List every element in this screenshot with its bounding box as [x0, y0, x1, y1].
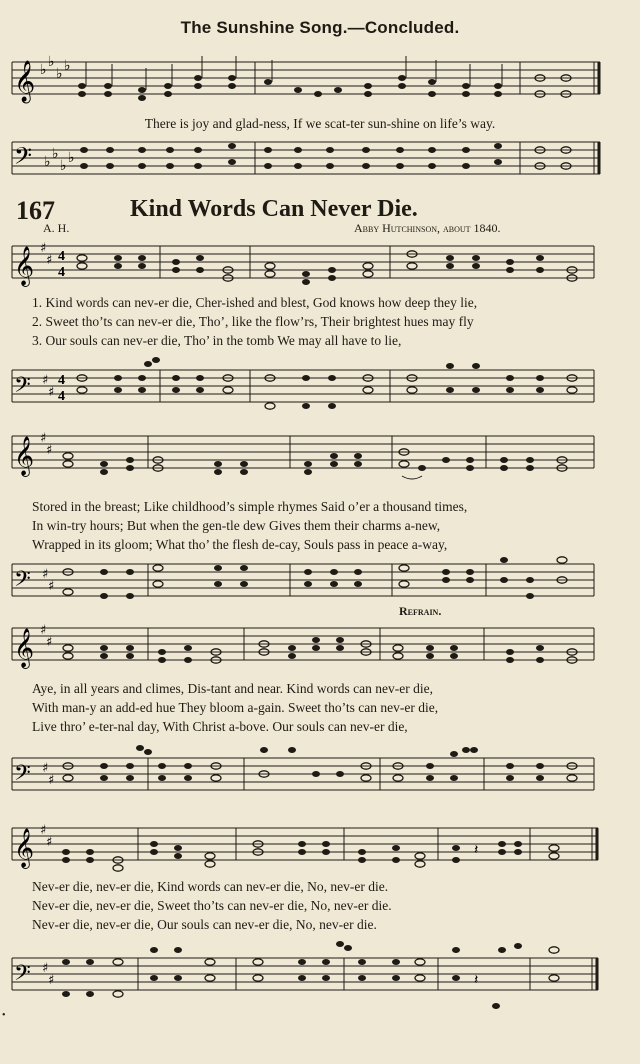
svg-text:♯: ♯	[48, 773, 55, 788]
system-2-bass-staff	[0, 556, 640, 606]
hymn-author: A. H.	[43, 221, 70, 235]
svg-text:♯: ♯	[42, 961, 49, 976]
system-4-verse-2: Nev-er die, nev-er die, Sweet tho’ts can nev-er die, No, nev-er die.	[32, 898, 392, 913]
svg-text:♯: ♯	[46, 443, 53, 458]
svg-text:𝄢: 𝄢	[14, 961, 31, 991]
system-1-verse-1: 1. Kind words can nev-er die, Cher-ished and blest, God knows how deep they lie,	[32, 295, 478, 310]
svg-text:♭: ♭	[40, 62, 47, 78]
svg-text:♭: ♭	[48, 54, 55, 70]
continuation-treble-staff	[0, 50, 640, 110]
continuation-bass-staff	[0, 134, 640, 190]
svg-text:♯: ♯	[42, 567, 49, 582]
hymn-number: 167	[16, 196, 55, 225]
svg-text:♭: ♭	[56, 66, 63, 82]
svg-text:4: 4	[58, 265, 65, 280]
svg-text:𝄽: 𝄽	[474, 972, 479, 988]
system-3-verse-3: Live thro’ e-ter-nal day, With Christ a-bove. Our souls can nev-er die,	[32, 719, 408, 734]
system-2-treble-staff	[0, 428, 640, 484]
system-1-treble-staff	[0, 238, 640, 290]
refrain-label: Refrain.	[399, 604, 442, 618]
svg-text:♭: ♭	[60, 158, 67, 174]
hymn-composer: Abby Hutchinson, about 1840.	[354, 221, 501, 235]
system-2-verse-1: Stored in the breast; Like childhood’s simple rhymes Said o’er a thousand times,	[32, 499, 468, 514]
system-1-verse-3: 3. Our souls can nev-er die, Tho’ in the tomb We may all have to lie,	[32, 333, 402, 348]
svg-text:𝄽: 𝄽	[474, 842, 479, 858]
svg-text:𝄞: 𝄞	[14, 628, 35, 668]
svg-text:♭: ♭	[52, 146, 59, 162]
svg-text:4: 4	[58, 389, 65, 404]
svg-text:4: 4	[58, 373, 65, 388]
svg-text:𝄢: 𝄢	[14, 761, 31, 791]
svg-text:♯: ♯	[46, 635, 53, 650]
svg-text:4: 4	[58, 249, 65, 264]
system-3-verse-2: With man-y an add-ed hue They bloom a-gain. Sweet tho’ts can nev-er die,	[32, 700, 439, 715]
svg-text:♯: ♯	[40, 823, 47, 838]
svg-text:♯: ♯	[48, 385, 55, 400]
svg-text:♯: ♯	[40, 431, 47, 446]
svg-text:♭: ♭	[68, 150, 75, 166]
system-4-bass-staff	[0, 936, 640, 1036]
svg-text:𝄞: 𝄞	[14, 61, 36, 102]
svg-text:♭: ♭	[44, 154, 51, 170]
continuation-title: The Sunshine Song.—Concluded.	[180, 18, 460, 37]
svg-text:♯: ♯	[46, 835, 53, 850]
svg-text:𝄞: 𝄞	[14, 246, 35, 286]
svg-text:♯: ♯	[48, 579, 55, 594]
hymn-title: Kind Words Can Never Die.	[130, 196, 418, 222]
svg-text:♯: ♯	[46, 253, 53, 268]
svg-text:♯: ♯	[40, 241, 47, 256]
svg-text:𝄞: 𝄞	[14, 436, 35, 476]
system-4-treble-staff	[0, 820, 640, 876]
margin-mark: •	[2, 1010, 6, 1021]
continuation-lyric: There is joy and glad-ness, If we scat-ter sun-shine on life’s way.	[144, 116, 496, 131]
svg-text:𝄢: 𝄢	[14, 567, 31, 597]
system-3-bass-staff	[0, 738, 640, 804]
system-3-treble-staff	[0, 620, 640, 676]
system-4-verse-1: Nev-er die, nev-er die, Kind words can nev-er die, No, nev-er die.	[32, 879, 389, 894]
svg-text:𝄢: 𝄢	[14, 373, 31, 403]
system-3-verse-1: Aye, in all years and climes, Dis-tant and near. Kind words can nev-er die,	[32, 681, 434, 696]
svg-text:♯: ♯	[42, 761, 49, 776]
system-4-verse-3: Nev-er die, nev-er die, Our souls can nev-er die, No, nev-er die.	[32, 917, 377, 932]
system-2-verse-2: In win-try hours; But when the gen-tle dew Gives them their charms a-new,	[32, 518, 441, 533]
system-1-bass-staff	[0, 352, 640, 414]
svg-text:♯: ♯	[42, 373, 49, 388]
svg-text:♯: ♯	[48, 973, 55, 988]
system-1-verse-2: 2. Sweet tho’ts can nev-er die, Tho’, like the flow’rs, Their brightest hues may fly	[32, 314, 474, 329]
svg-text:♯: ♯	[40, 623, 47, 638]
svg-text:𝄞: 𝄞	[14, 828, 35, 868]
system-2-verse-3: Wrapped in its gloom; What tho’ the flesh de-cay, Souls pass in peace a-way,	[32, 537, 448, 552]
svg-text:𝄢: 𝄢	[14, 142, 33, 175]
svg-text:♭: ♭	[64, 58, 71, 74]
